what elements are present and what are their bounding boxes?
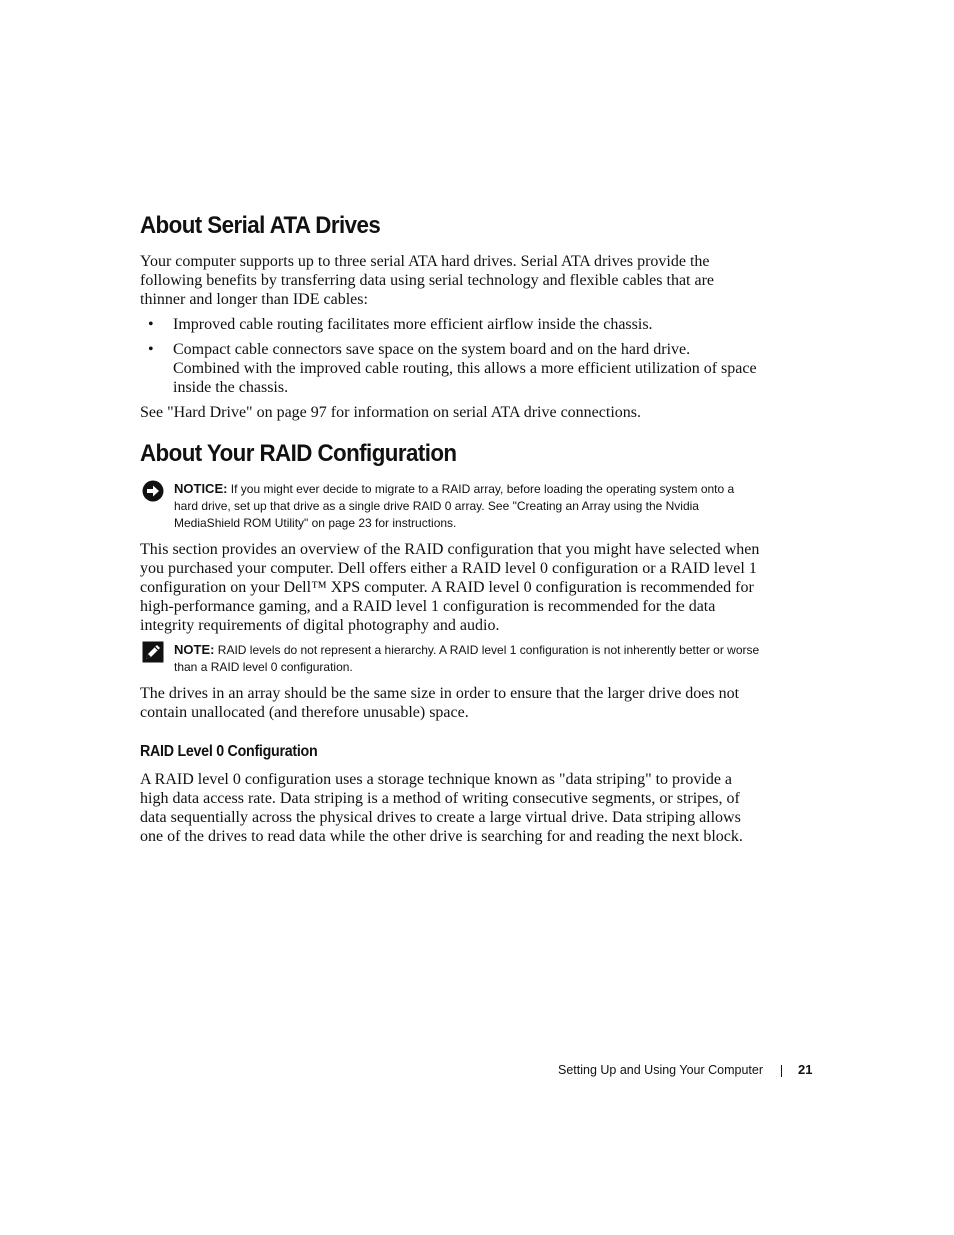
list-item	[140, 315, 760, 334]
serial-ata-intro: Your computer supports up to three serial ATA hard drives. Serial ATA drives provide the following benefits by transferring data using serial technology and flexible cables that are thinner and longer than IDE cables:	[140, 253, 715, 308]
section-heading-serial-ata: About Serial ATA Drives	[140, 212, 381, 239]
notice-callout	[140, 480, 760, 532]
page-footer	[558, 1062, 818, 1077]
notice-label: NOTICE:	[174, 481, 228, 496]
note-label: NOTE:	[174, 642, 215, 657]
list-item-text: Improved cable routing facilitates more efficient airflow inside the chassis.	[173, 316, 653, 333]
notice-text: If you might ever decide to migrate to a RAID array, before loading the operating system onto a hard drive, set up that drive as a single drive RAID 0 array. See "Creating an Array using the Nvidia MediaShield ROM Utility" on page 23 for instructions.	[174, 482, 735, 530]
list-item	[140, 340, 760, 397]
section-heading-raid: About Your RAID Configuration	[140, 440, 457, 467]
page-number: 21	[798, 1062, 813, 1077]
raid0-paragraph: A RAID level 0 configuration uses a storage technique known as "data striping" to provide a high data access rate. Data striping is a method of writing consecutive segments, or stripes, of data sequentially across the physical drives to create a large virtual drive. Data striping allows one of the drives to read data while the other drive is searching for and reading the next block.	[140, 771, 743, 845]
subsection-heading-raid0: RAID Level 0 Configuration	[140, 743, 318, 760]
note-callout	[140, 641, 760, 676]
footer-divider	[781, 1065, 782, 1077]
footer-chapter-title: Setting Up and Using Your Computer	[558, 1063, 763, 1077]
serial-ata-benefits-list	[140, 315, 760, 397]
notice-arrow-icon	[142, 480, 164, 502]
raid-overview-paragraph: This section provides an overview of the RAID configuration that you might have selected when you purchased your computer. Dell offers either a RAID level 0 configuration or a RAID level 1 configuration on your Dell™ XPS computer. A RAID level 0 configuration is recommended for high-performance gaming, and a RAID level 1 configuration is recommended for the data integrity requirements of digital photography and audio.	[140, 541, 760, 634]
raid-drive-size-paragraph: The drives in an array should be the same size in order to ensure that the larger drive does not contain unallocated (and therefore unusable) space.	[140, 685, 740, 721]
bullet-icon: •	[148, 316, 154, 333]
note-pencil-icon	[142, 641, 164, 663]
list-item-text: Compact cable connectors save space on the system board and on the hard drive. Combined with the improved cable routing, this allows a more efficient utilization of space inside the chassis.	[173, 341, 757, 396]
bullet-icon: •	[148, 341, 154, 358]
note-text: RAID levels do not represent a hierarchy. A RAID level 1 configuration is not inherently better or worse than a RAID level 0 configuration.	[174, 643, 760, 674]
page-content	[140, 212, 760, 852]
serial-ata-closing: See "Hard Drive" on page 97 for information on serial ATA drive connections.	[140, 404, 641, 421]
